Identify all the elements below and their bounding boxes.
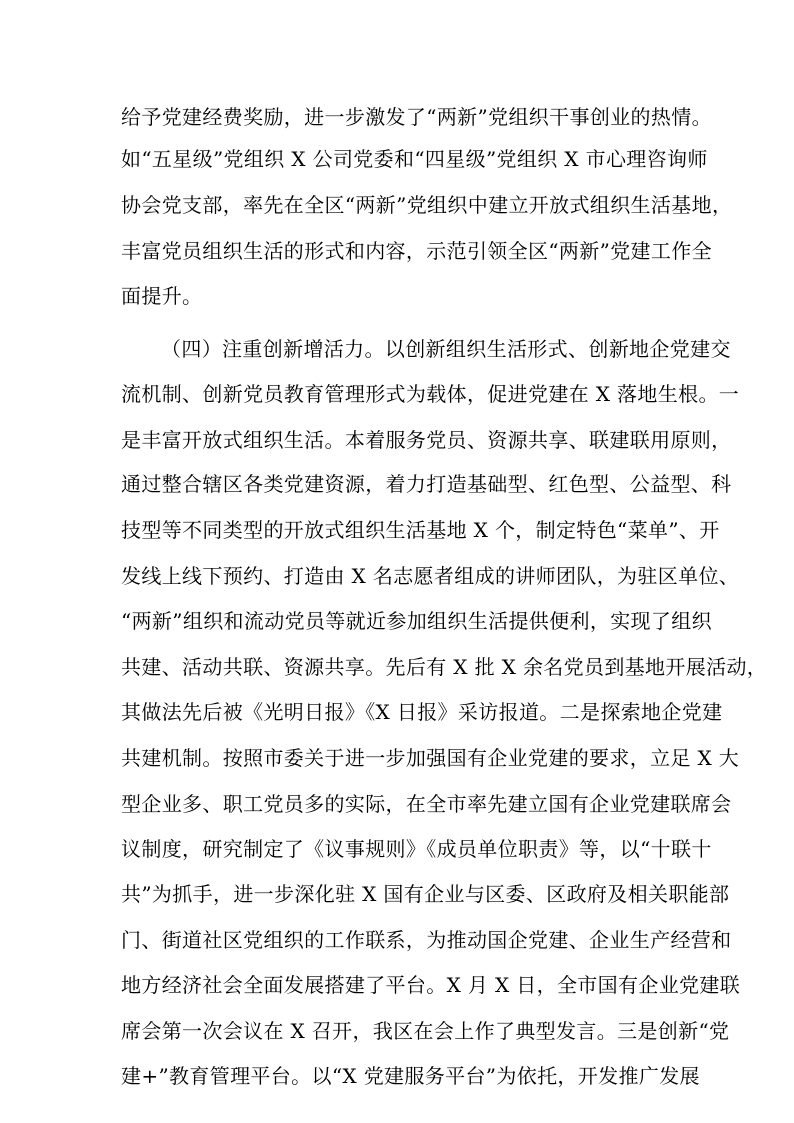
paragraph-line: 技型等不同类型的开放式组织生活基地 X 个，制定特色“菜单”、开	[121, 518, 720, 542]
paragraph-line: 型企业多、职工党员多的实际，在全市率先建立国有企业党建联席会	[121, 792, 732, 816]
paragraph-line: 发线上线下预约、打造由 X 名志愿者组成的讲师团队，为驻区单位、	[121, 564, 740, 588]
paragraph-line: 丰富党员组织生活的形式和内容，示范引领全区“两新”党建工作全	[121, 239, 712, 263]
paragraph-line: 面提升。	[121, 284, 203, 308]
paragraph-line: 席会第一次会议在 X 召开，我区在会上作了典型发言。三是创新“党	[121, 1019, 730, 1043]
paragraph-line: 给予党建经费奖励，进一步激发了“两新”党组织干事创业的热情。	[121, 105, 712, 129]
paragraph-line: 议制度，研究制定了《议事规则》《成员单位职责》等，以“十联十	[121, 837, 712, 861]
paragraph-line: 通过整合辖区各类党建资源，着力打造基础型、红色型、公益型、科	[121, 472, 732, 496]
paragraph-line: 协会党支部，率先在全区“两新”党组织中建立开放式组织生活基地，	[121, 193, 733, 217]
paragraph-line: “两新”组织和流动党员等就近参加组织生活提供便利，实现了组织	[121, 609, 712, 633]
paragraph-line: 共建机制。按照市委关于进一步加强国有企业党建的要求，立足 X 大	[121, 746, 740, 770]
paragraph-line: 地方经济社会全面发展搭建了平台。X 月 X 日，全市国有企业党建联	[121, 973, 741, 997]
paragraph-line: 共建、活动共联、资源共享。先后有 X 批 X 余名党员到基地开展活动，	[121, 655, 768, 679]
paragraph-line: 门、街道社区党组织的工作联系，为推动国企党建、企业生产经营和	[121, 928, 732, 952]
paragraph-line: 建+”教育管理平台。以“X 党建服务平台”为依托，开发推广发展	[121, 1064, 700, 1088]
paragraph-line: 如“五星级”党组织 X 公司党委和“四星级”党组织 X 市心理咨询师	[121, 147, 708, 171]
paragraph-line: 共”为抓手，进一步深化驻 X 国有企业与区委、区政府及相关职能部	[121, 882, 730, 906]
paragraph-line: 流机制、创新党员教育管理形式为载体，促进党建在 X 落地生根。一	[121, 382, 740, 406]
paragraph-line: 是丰富开放式组织生活。本着服务党员、资源共享、联建联用原则，	[121, 428, 732, 452]
paragraph-line: 其做法先后被《光明日报》《X 日报》采访报道。二是探索地企党建	[121, 700, 723, 724]
paragraph-line: （四）注重创新增活力。以创新组织生活形式、创新地企党建交	[161, 337, 731, 361]
